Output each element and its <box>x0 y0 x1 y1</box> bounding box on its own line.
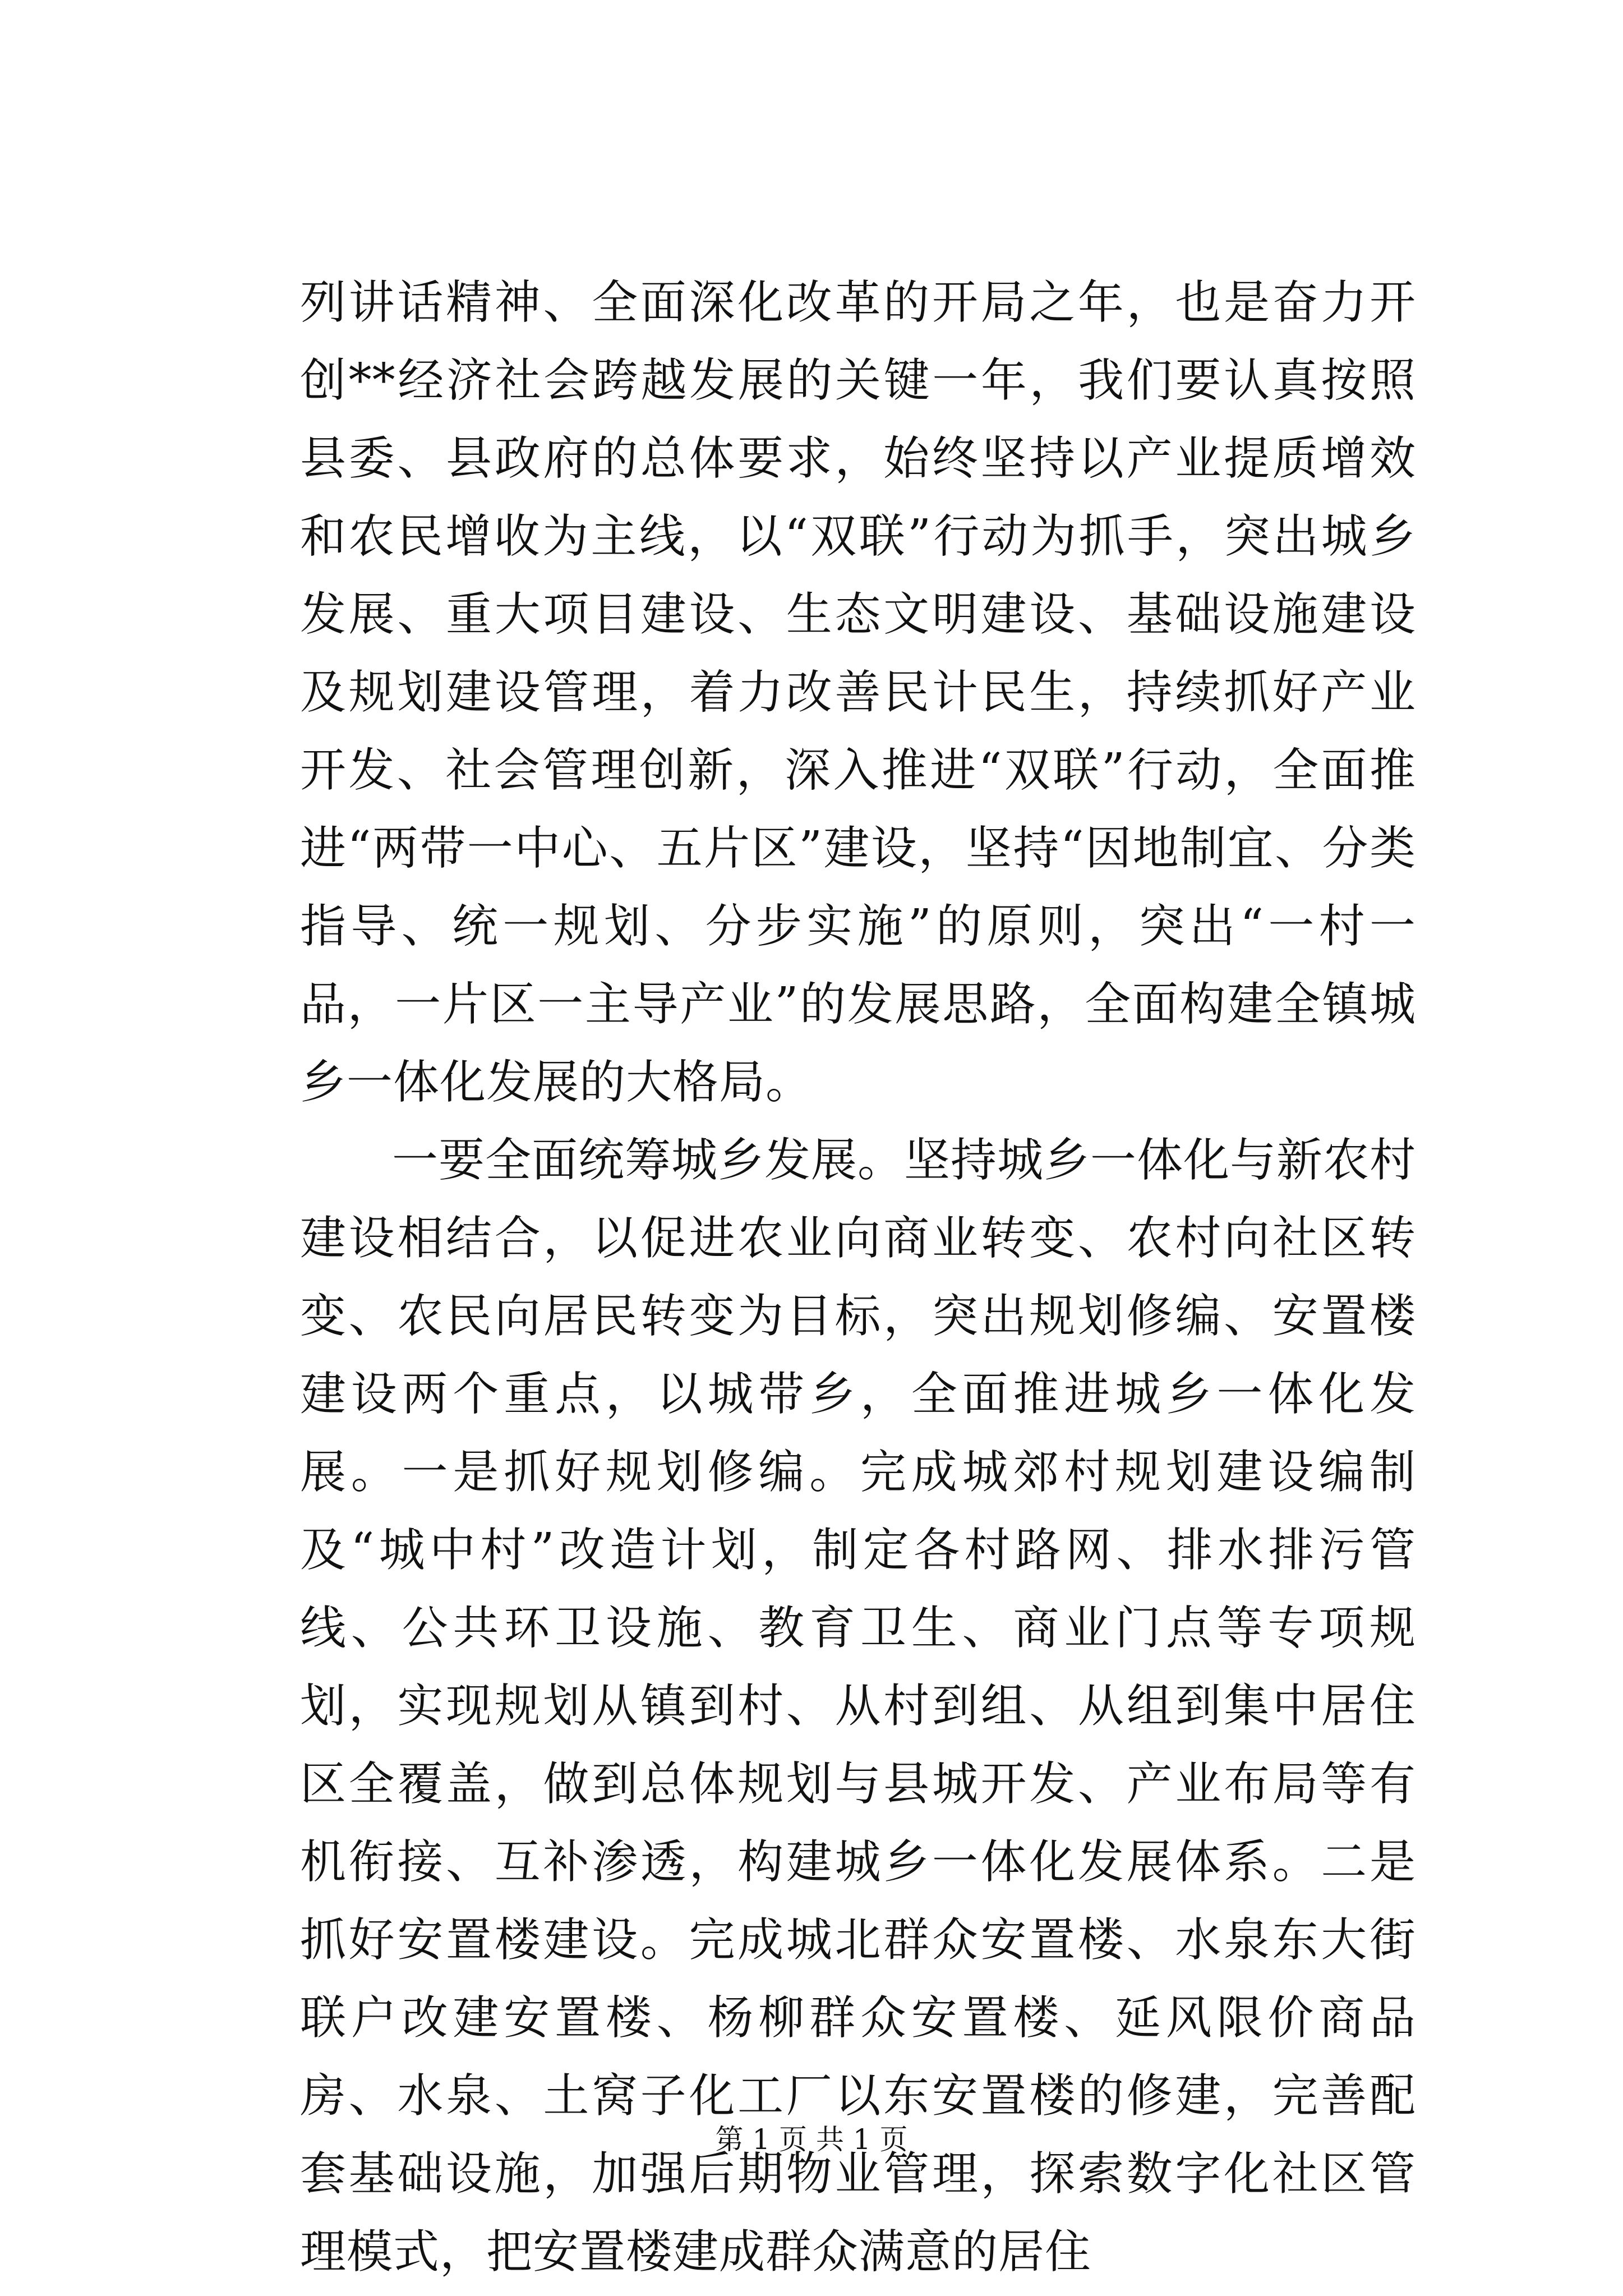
paragraph-continuation: 列讲话精神、全面深化改革的开局之年，也是奋力开创**经济社会跨越发展的关键一年，我们要认真按照县委、县政府的总体要求，始终坚持以产业提质增效和农民增收为主线，以“双联”行动为抓手，突出城乡发展、重大项目建设、生态文明建设、基础设施建设及规划建设管理，着力改善民计民生，持续抓好产业开发、社会管理创新，深入推进“双联”行动，全面推进“两带一中心、五片区”建设，坚持“因地制宜、分类指导、统一规划、分步实施”的原则，突出“一村一品，一片区一主导产业”的发展思路，全面构建全镇城乡一体化发展的大格局。 <box>300 276 1416 1109</box>
page-footer: 第 1 页 共 1 页 <box>715 2123 908 2156</box>
paragraph-urban-rural-development: 一要全面统筹城乡发展。坚持城乡一体化与新农村建设相结合，以促进农业向商业转变、农村向社区转变、农民向居民转变为目标，突出规划修编、安置楼建设两个重点，以城带乡，全面推进城乡一体化发展。一是抓好规划修编。完成城郊村规划建设编制及“城中村”改造计划，制定各村路网、排水排污管线、公共环卫设施、教育卫生、商业门点等专项规划，实现规划从镇到村、从村到组、从组到集中居住区全覆盖，做到总体规划与县城开发、产业布局等有机衔接、互补渗透，构建城乡一体化发展体系。二是抓好安置楼建设。完成城北群众安置楼、水泉东大街联户改建安置楼、杨柳群众安置楼、延风限价商品房、水泉、土窝子化工厂以东安置楼的修建，完善配套基础设施，加强后期物业管理，探索数字化社区管理模式，把安置楼建成群众满意的居住 <box>300 1134 1417 2279</box>
document-body <box>300 264 1416 2291</box>
